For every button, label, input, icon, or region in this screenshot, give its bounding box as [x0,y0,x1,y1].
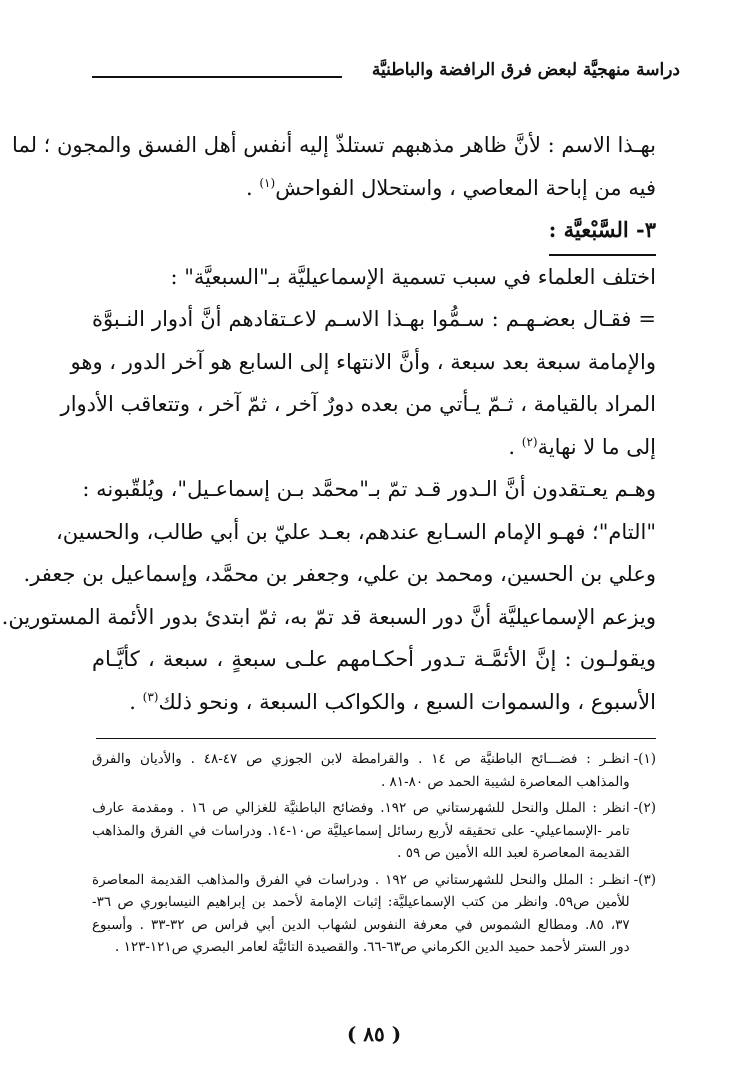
footnote-ref: (٣) [142,689,159,704]
text-line: ويقولـون : إنَّ الأئمَّـة تـدور أحكـامهم علـى سبعةٍ ، سبعة ، كأيَّـام [92,647,656,671]
text-fragment: فيه من إباحة المعاصي ، واستحلال الفواحش [275,175,656,200]
text-line [92,426,656,469]
text-fragment: إلى ما لا نهاية [537,434,656,459]
footnote-body [92,869,630,959]
running-header: دراسة منهجيَّة لبعض فرق الرافضة والباطنيَّة [371,60,680,80]
text-line: وهـم يعـتقدون أنَّ الـدور قـد تمّ بـ"محمَّد بـن إسماعـيل"، ويُلقّبونه : [82,477,656,501]
footnote-3 [92,869,656,959]
footnote-2 [92,797,656,865]
page-number: ( ٨٥ ) [346,1022,402,1046]
text-fragment: . [246,175,260,200]
footnote-number: (٢)- [633,800,656,816]
header-rule [92,76,342,78]
text-fragment: . [508,434,522,459]
text-line [92,681,656,724]
text-line: بهـذا الاسم : لأنَّ ظاهر مذهبهم تستلذّ إليه أنفس أهل الفسق والمجون ؛ لما [12,133,656,157]
footnote-ref: (٢) [521,434,538,449]
paragraph-3 [1,468,656,723]
text-line: المراد بالقيامة ، ثـمّ يـأتي من بعده دورٌ آخر ، ثمّ آخر ، وتتعاقب الأدوار [60,392,656,416]
paragraph-1 [12,124,656,209]
section-heading-line [92,209,656,256]
text-line [92,167,656,210]
footnotes [92,748,656,963]
text-fragment: الأسبوع ، والسموات السبع ، والكواكب السبعة ، ونحو ذلك [158,689,656,714]
footnote-line: انظـر : فضـــائح الباطنيَّة ص ١٤ . والقرامطة لابن الجوزي ص ٤٧-٤٨ . والأديان والفرق [92,751,630,767]
footnote-line: القديمة المعاصرة لعبد الله الأمين ص ٥٩ . [397,845,630,861]
text-line: وعلي بن الحسين، ومحمد بن علي، وجعفر بن محمَّد، وإسماعيل بن جعفر. [23,562,656,586]
footnote-line: دور الستر لأحمد حميد الدين الكرماني ص٦٣-٦٦. والقصيدة التائيَّة لعامر البصري ص١٢١-١٢٣ . [115,939,630,955]
footnote-separator [96,738,656,739]
body-text [1,124,656,723]
footnote-line: ٣٧، ٨٥. ومطالع الشموس في معرفة النفوس لشهاب الدين أبي فراس ص ٣٢-٣٣ . وأسبوع [92,916,630,933]
footnote-line: للأمين ص٥٩. وانظر من كتب الإسماعيليَّة: إثبات الإمامة لأحمد بن إبراهيم النيسابوري ص ٣٦- [92,894,630,910]
footnote-line: انظـر : الملل والنحل للشهرستاني ص ١٩٢ . ودراسات في الفرق والمذاهب القديمة المعاصرة [92,871,630,888]
footnote-body [92,748,630,793]
footnote-number: (٣)- [633,871,656,888]
text-line: ويزعم الإسماعيليَّة أنَّ دور السبعة قد تمّ به، ثمّ ابتدئ بدور الأئمة المستورين. [1,604,656,629]
text-line: والإمامة سبعة بعد سبعة ، وأنَّ الانتهاء إلى السابع هو آخر الدور ، وهو [70,349,656,374]
section-heading: ٣- السَّبْعيَّة : [549,209,656,256]
text-line: = فقـال بعضـهـم : سـمُّوا بهـذا الاسـم لاعـتقادهم أنَّ أدوار النـبوَّة [92,307,656,331]
text-fragment: . [129,689,143,714]
footnote-ref: (١) [259,175,276,190]
footnote-body [92,797,630,865]
footnote-line: والمذاهب المعاصرة لشيبة الحمد ص ٨٠-٨١ . [380,773,630,790]
paragraph-2 [60,256,656,469]
footnote-number: (١)- [633,751,656,767]
footnote-1 [92,748,656,793]
text-line: اختلف العلماء في سبب تسمية الإسماعيليَّة بـ"السبعيَّة" : [170,264,656,289]
footnote-line: انظر : الملل والنحل للشهرستاني ص ١٩٢. وفضائح الباطنيَّة للغزالي ص ١٦ . ومقدمة عارف [92,800,630,816]
footnote-line: تامر -الإسماعيلي- على تحقيقه لأربع رسائل إسماعيليَّة ص١٠-١٤. ودراسات في الفرق والمذاهب [92,822,630,839]
text-line: "التام"؛ فهـو الإمام السـابع عندهم، بعـد عليّ بن أبي طالب، والحسين، [56,519,656,544]
text-line [92,209,656,256]
